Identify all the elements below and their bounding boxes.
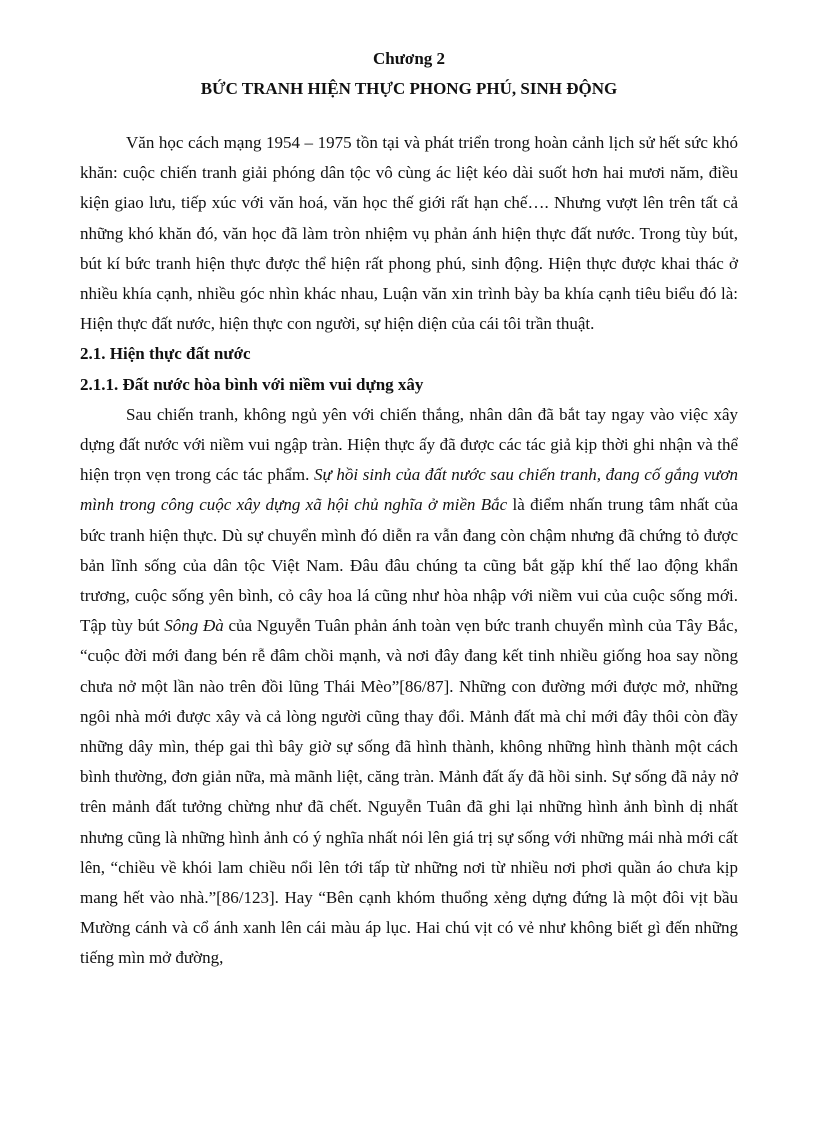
chapter-label: Chương 2 [372,49,446,68]
chapter-title: BỨC TRANH HIỆN THỰC PHONG PHÚ, SINH ĐỘNG [200,79,618,98]
body-paragraph [80,400,738,974]
subsection-heading: 2.1.1. Đất nước hòa bình với niềm vui dựng xây [80,374,424,394]
work-title-song-da: Sông Đà [164,616,224,636]
section-heading: 2.1. Hiện thực đất nước [80,344,251,364]
body-text-2: là điểm nhấn trung tâm nhất của bức tranh hiện thực. Dù sự chuyển mình đó diễn ra vẫn đang còn chậm nhưng đã chứng tỏ được bản lĩnh sống của dân tộc Việt Nam. Đâu đâu chúng ta cũng bắt gặp khí thế lao động khẩn trương, cuộc sống yên bình, cỏ cây hoa lá cũng như hòa nhập với niềm vui của cuộc sống mới. Tập tùy bút [80,495,738,636]
body-italic-1: Sự hồi sinh của đất nước sau chiến tranh, đang cố gắng vươn mình trong công cuộc xây dựng xã hội chủ nghĩa ở miền Bắc [80,465,738,515]
intro-paragraph: Văn học cách mạng 1954 – 1975 tồn tại và phát triển trong hoàn cảnh lịch sử hết sức khó khăn: cuộc chiến tranh giải phóng dân tộc vô cùng ác liệt kéo dài suốt hơn hai mươi năm, điều kiện giao lưu, tiếp xúc với văn hoá, văn học thế giới rất hạn chế…. Nhưng vượt lên trên tất cả những khó khăn đó, văn học đã làm tròn nhiệm vụ phản ánh hiện thực đất nước. Trong tùy bút, bút kí bức tranh hiện thực được thể hiện rất phong phú, sinh động. Hiện thực được khai thác ở nhiều khía cạnh, nhiều góc nhìn khác nhau, Luận văn xin trình bày ba khía cạnh tiêu biểu đó là: Hiện thực đất nước, hiện thực con người, sự hiện diện của cái tôi trần thuật. [80,133,738,334]
body-text-3: của Nguyễn Tuân phản ánh toàn vẹn bức tranh chuyển mình của Tây Bắc, “cuộc đời mới đang bén rễ đâm chồi mạnh, và nơi đây đang kết tinh nhiều giống hoa say nồng chưa nở một lần nào trên đồi lũng Thái Mèo”[86/87]. Những con đường mới được mở, những ngôi nhà mới được xây và cả lòng người cũng thay đổi. Mảnh đất mà chỉ mới đây thôi còn đầy những dây mìn, thép gai thì bây giờ sự sống đã hình thành, không những hình thành một cách bình thường, đơn giản nữa, mà mãnh liệt, căng tràn. Mảnh đất ấy đã hồi sinh. Sự sống đã nảy nở trên mảnh đất tưởng chừng như đã chết. Nguyễn Tuân đã ghi lại những hình ảnh bình dị nhất nhưng cũng là những hình ảnh có ý nghĩa nhất nói lên giá trị sự sống với những mái nhà mới cất lên, “chiều về khói lam chiều nổi lên tới tấp từ những nơi từ nhiều nơi phơi quần áo chưa kịp mang hết vào nhà.”[86/123]. Hay “Bên cạnh khóm thuổng xẻng dựng đứng là một đôi vịt bầu Mường cánh và cổ ánh xanh lên cái màu áp lục. Hai chú vịt có vẻ như không biết gì đến những tiếng mìn mở đường, [80,616,738,968]
document-page [80,44,738,974]
body-text-1: Sau chiến tranh, không ngủ yên với chiến thắng, nhân dân đã bắt tay ngay vào việc xây dựng đất nước với niềm vui ngập tràn. Hiện thực ấy đã được các tác giả kịp thời ghi nhận và thể hiện trọn vẹn trong các tác phẩm. [80,404,738,485]
